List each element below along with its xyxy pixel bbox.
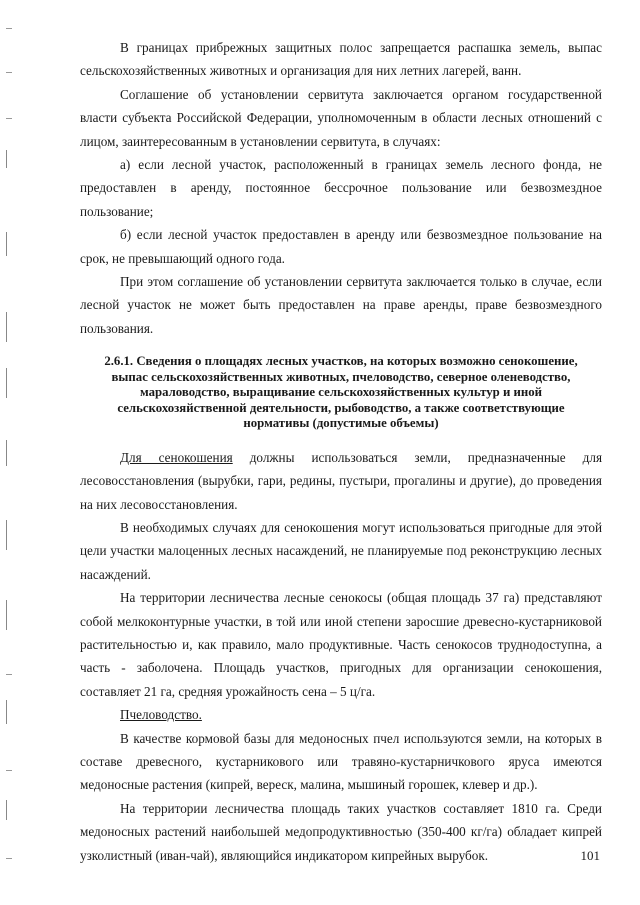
- subsection-title: [80, 703, 602, 726]
- margin-tick: [6, 858, 12, 859]
- margin-mark: [6, 150, 7, 168]
- margin-mark: [6, 700, 7, 724]
- margin-mark: [6, 600, 7, 630]
- page-number: 101: [580, 848, 600, 863]
- list-item: а) если лесной участок, расположенный в границах земель лесного фонда, не предоставлен в аренду, постоянное бессрочное пользование или безвозмездное пользование;: [80, 157, 602, 219]
- paragraph: В границах прибрежных защитных полос запрещается распашка земель, выпас сельскохозяйственных животных и организация для них летних лагерей, ванн.: [80, 40, 602, 79]
- section-heading: 2.6.1. Сведения о площадях лесных участков, на которых возможно сенокошение, выпас сельскохозяйственных животных, пчеловодство, северное оленеводство, мараловодство, выращивание сельскохозяйственных культур и иной сельскохозяйственной деятельности, рыбоводство, а также соответствующие нормативы (допустимые объемы): [104, 354, 578, 431]
- margin-mark: [6, 312, 7, 342]
- haymaking-text: должны использоваться земли, предназначенные для лесовосстановления (вырубки, гари, редины, пустыри, прогалины и другие), до проведения на них лесовосстановления.: [80, 449, 603, 512]
- margin-tick: [6, 118, 12, 119]
- margin-mark: [6, 368, 7, 398]
- margin-tick: [6, 72, 12, 73]
- beekeeping-title: Пчеловодство.: [120, 707, 202, 723]
- margin-tick: [6, 770, 12, 771]
- body-text: [80, 36, 602, 867]
- margin-tick: [6, 674, 12, 675]
- margin-mark: [6, 800, 7, 820]
- margin-mark: [6, 232, 7, 256]
- margin-tick: [6, 28, 12, 29]
- list-item: б) если лесной участок предоставлен в аренду или безвозмездное пользование на срок, не превышающий одного года.: [80, 227, 602, 266]
- paragraph-haymaking: [80, 446, 602, 516]
- margin-mark: [6, 440, 7, 466]
- paragraph: Соглашение об установлении сервитута заключается органом государственной власти субъекта Российской Федерации, уполномоченным в области лесных отношений с лицом, заинтересованным в установлении сервитута, в случаях:: [80, 86, 602, 149]
- paragraph: В необходимых случаях для сенокошения могут использоваться пригодные для этой цели участки малоценных лесных насаждений, не планируемые под реконструкцию лесных насаждений.: [80, 520, 602, 582]
- paragraph: При этом соглашение об установлении сервитута заключается только в случае, если лесной участок не может быть предоставлен на праве аренды, праве безвозмездного пользования.: [80, 274, 602, 336]
- paragraph: В качестве кормовой базы для медоносных пчел используются земли, на которых в составе древесного, кустарникового или травяно-кустарничкового яруса имеются медоносные растения (кипрей, вереск, малина, мышиный горошек, клевер и др.).: [80, 730, 602, 793]
- haymaking-term: Для сенокошения: [120, 449, 233, 465]
- paragraph: На территории лесничества площадь таких участков составляет 1810 га. Среди медоносных растений наибольшей медопродуктивностью (350-400 кг/га) обладает кипрей узколистный (иван-чай), являющийся индикатором кипрейных вырубок.: [80, 800, 602, 863]
- paragraph: На территории лесничества лесные сенокосы (общая площадь 37 га) представляют собой мелкоконтурные участки, в той или иной степени заросшие древесно-кустарниковой растительностью и, как правило, мало продуктивные. Часть сенокосов труднодоступна, а часть - заболочена. Площадь участков, пригодных для организации сенокошения, составляет 21 га, средняя урожайность сена – 5 ц/га.: [80, 590, 602, 699]
- scan-margin-marks: [0, 0, 30, 905]
- margin-mark: [6, 520, 7, 550]
